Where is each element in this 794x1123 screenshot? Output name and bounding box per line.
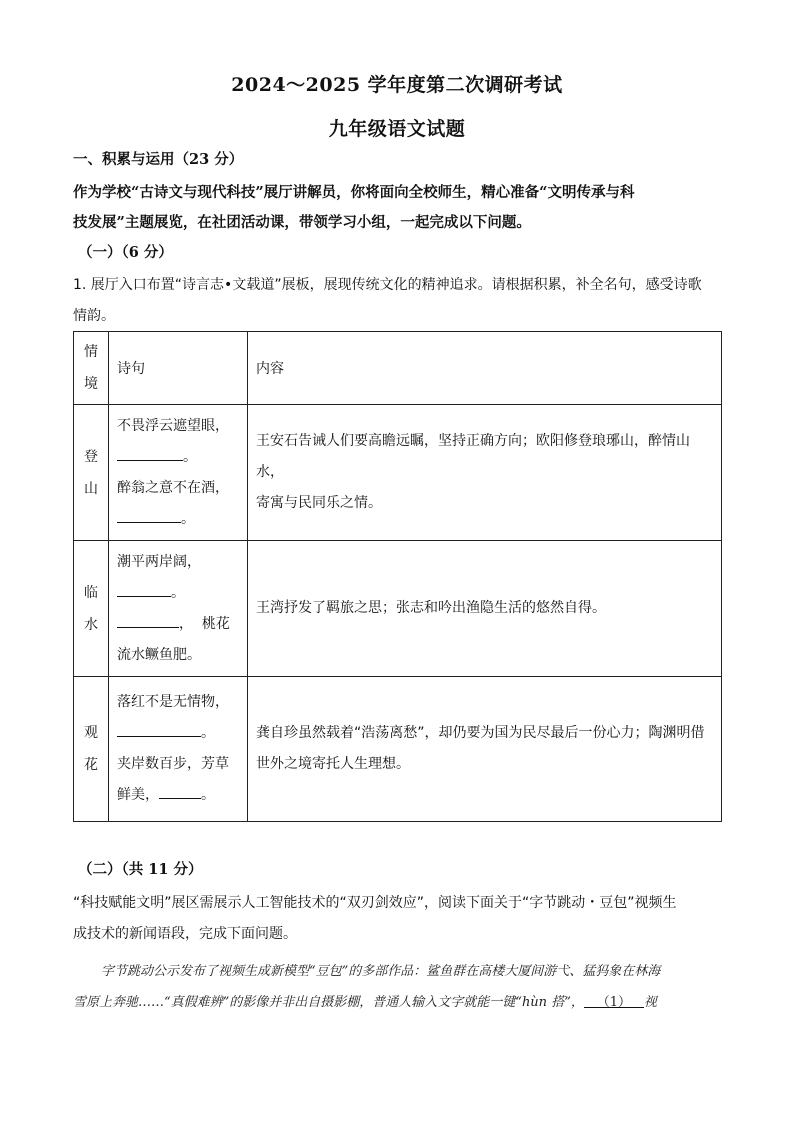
table-row bbox=[74, 405, 722, 541]
exam-title: 2024～2025 学年度第二次调研考试 bbox=[231, 74, 563, 96]
question1-line2: 情韵。 bbox=[73, 308, 115, 324]
section1-intro-line2: 技发展”主题展览，在社团活动课，带领学习小组，一起完成以下问题。 bbox=[73, 214, 531, 231]
blank-punct: ， 桃花 bbox=[179, 615, 230, 632]
answer-blank[interactable]: （1） bbox=[584, 987, 644, 1008]
news-text: 雪原上奔驰……“真假难辨”的影像并非出自摄影棚，普通人输入文字就能一键“hùn 搭”， bbox=[73, 995, 584, 1010]
answer-blank-line bbox=[117, 609, 247, 640]
verse-line: 流水鳜鱼肥。 bbox=[117, 646, 201, 663]
verse-line: 醉翁之意不在酒， bbox=[117, 479, 229, 496]
answer-blank[interactable] bbox=[117, 610, 179, 628]
table-row bbox=[74, 677, 722, 822]
exam-subtitle: 九年级语文试题 bbox=[328, 118, 466, 140]
blank-punct: 。 bbox=[181, 510, 195, 527]
scene-cell bbox=[74, 541, 109, 677]
table-header-row bbox=[74, 332, 722, 405]
blank-punct: 。 bbox=[201, 725, 215, 741]
verse-line: 落红不是无情物， bbox=[117, 694, 229, 710]
scene-char: 花 bbox=[84, 757, 98, 773]
scene-cell bbox=[74, 405, 109, 541]
part1-heading: （一）（6 分） bbox=[78, 244, 173, 261]
content-cell bbox=[248, 677, 722, 822]
content-cell bbox=[248, 541, 722, 677]
scene-char: 山 bbox=[84, 480, 98, 497]
verse-line: 夹岸数百步，芳草 bbox=[117, 756, 229, 772]
verse-cell bbox=[109, 405, 248, 541]
content-line: 王湾抒发了羁旅之思；张志和吟出渔隐生活的悠然自得。 bbox=[256, 600, 606, 616]
scene-char: 观 bbox=[84, 725, 98, 741]
section2-intro-line2: 成技术的新闻语段，完成下面问题。 bbox=[73, 926, 297, 942]
blank-punct: 。 bbox=[183, 448, 197, 465]
verse-line: 鲜美， bbox=[117, 787, 159, 803]
content-cell bbox=[248, 405, 722, 541]
news-line bbox=[73, 987, 723, 1018]
scene-char: 水 bbox=[84, 616, 98, 633]
table-row bbox=[74, 541, 722, 677]
answer-blank-line bbox=[117, 718, 247, 749]
verse-line: 潮平两岸阔， bbox=[117, 553, 201, 570]
answer-blank-line bbox=[117, 578, 247, 609]
blank-punct: 。 bbox=[201, 787, 215, 803]
verse-cell bbox=[109, 677, 248, 822]
scene-char: 临 bbox=[84, 584, 98, 601]
section1-heading: 一、积累与运用（23 分） bbox=[73, 151, 244, 168]
part2-heading: （二）（共 11 分） bbox=[78, 861, 203, 878]
header-content: 内容 bbox=[248, 332, 722, 405]
answer-blank-line bbox=[117, 504, 247, 535]
header-scene-char1: 情 bbox=[84, 344, 98, 360]
scene-char: 登 bbox=[84, 448, 98, 465]
answer-blank[interactable] bbox=[117, 719, 201, 737]
content-line: 龚自珍虽然载着“浩荡离愁”，却仍要为国为民尽最后一份心力；陶渊明借 bbox=[256, 725, 705, 741]
content-line: 世外之境寄托人生理想。 bbox=[256, 756, 410, 772]
header-scene bbox=[74, 332, 109, 405]
answer-blank[interactable] bbox=[117, 443, 183, 461]
section1-intro-line1: 作为学校“古诗文与现代科技”展厅讲解员，你将面向全校师生，精心准备“文明传承与科 bbox=[73, 184, 635, 201]
news-line: 字节跳动公示发布了视频生成新模型“豆包”的多部作品：鲨鱼群在高楼大厦间游弋、猛犸象在林海 bbox=[101, 964, 661, 979]
verse-line: 不畏浮云遮望眼， bbox=[117, 417, 229, 434]
answer-blank-line bbox=[117, 442, 247, 473]
news-excerpt bbox=[73, 956, 723, 1018]
blank-punct: 。 bbox=[171, 584, 185, 601]
header-verse: 诗句 bbox=[109, 332, 248, 405]
poem-table bbox=[73, 331, 722, 822]
answer-blank[interactable] bbox=[117, 579, 171, 597]
scene-cell bbox=[74, 677, 109, 822]
content-line: 寄寓与民同乐之情。 bbox=[256, 495, 382, 511]
news-text: 视 bbox=[643, 995, 657, 1010]
answer-blank-line bbox=[117, 780, 247, 811]
question1-line1: 1. 展厅入口布置“诗言志•文载道”展板，展现传统文化的精神追求。请根据积累，补全名句，感受诗歌 bbox=[73, 277, 702, 293]
header-scene-char2: 境 bbox=[84, 376, 98, 392]
content-line: 王安石告诫人们要高瞻远瞩，坚持正确方向；欧阳修登琅琊山，醉情山水， bbox=[256, 433, 690, 480]
answer-blank[interactable] bbox=[117, 505, 181, 523]
verse-cell bbox=[109, 541, 248, 677]
answer-blank[interactable] bbox=[159, 781, 201, 799]
section2-intro-line1: “科技赋能文明”展区需展示人工智能技术的“双刃剑效应”，阅读下面关于“字节跳动・豆包”视频生 bbox=[73, 895, 677, 911]
